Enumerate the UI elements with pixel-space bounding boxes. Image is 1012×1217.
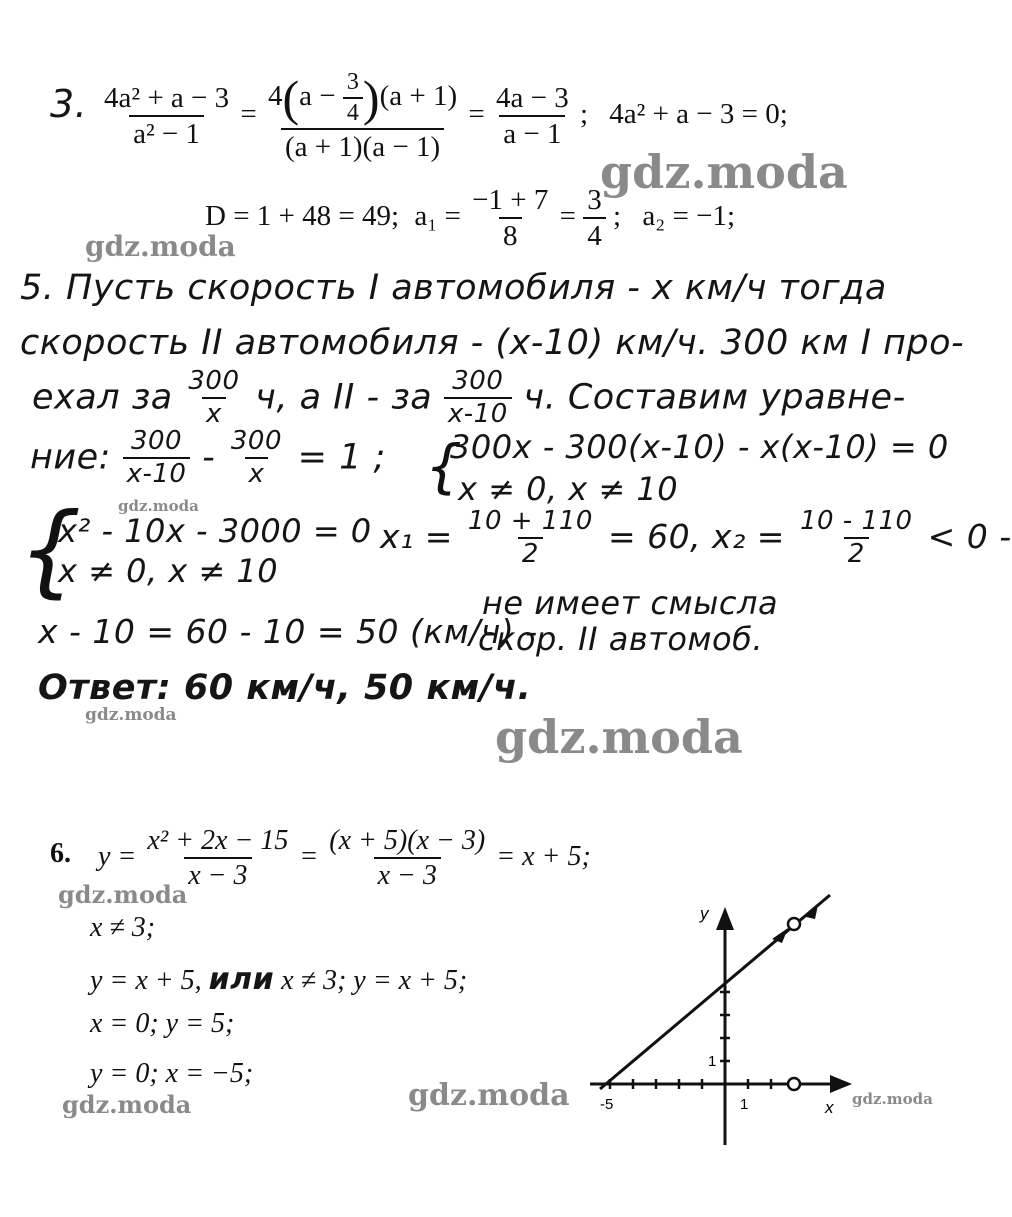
- a1-fraction: [468, 185, 552, 252]
- roots-line: [380, 508, 1012, 569]
- a1-res-num: 3: [587, 184, 602, 216]
- system2-line2: x ≠ 0, x ≠ 10: [58, 552, 279, 590]
- line-graph: [560, 895, 860, 1155]
- x2-num: 10 - 110: [799, 506, 913, 536]
- fraction-300-x-10: [444, 368, 512, 429]
- watermark-1: gdz.moda: [600, 145, 848, 199]
- watermark-2: gdz.moda: [495, 710, 743, 764]
- fraction-1: [100, 83, 233, 150]
- fraction-2-denominator: (a + 1)(a − 1): [281, 128, 444, 162]
- problem5-line4: [30, 428, 386, 489]
- roots-middle: = 60, x₂ =: [607, 516, 785, 556]
- p6-line-a: x ≠ 3;: [90, 912, 156, 943]
- y-tick-1-label: 1: [708, 1053, 717, 1070]
- a1-label: a₁ =: [414, 200, 461, 233]
- watermark-7: gdz.moda: [85, 705, 177, 725]
- a-plus-1: (a + 1): [379, 79, 458, 112]
- equation-fraction-1: [123, 428, 191, 489]
- p6-line-c: x = 0; y = 5;: [90, 1008, 235, 1039]
- eq-f2-num: 300: [230, 426, 283, 456]
- p6-f2-num: (x + 5)(x − 3): [329, 825, 486, 856]
- system2-line1: x² - 10x - 3000 = 0: [58, 512, 372, 550]
- eq-f1-den: x-10: [123, 457, 191, 488]
- fraction-2-numerator: 4(a − $\frac{3}{4}$ )(a + 1): [268, 69, 458, 127]
- system1-line1: 300x - 300(x-10) - x(x-10) = 0: [450, 428, 949, 466]
- equals-sign: =: [240, 98, 257, 131]
- problem6-number: 6.: [50, 838, 71, 869]
- line4-text-a: ние:: [30, 437, 111, 478]
- problem5-line2: скорость II автомобиля - (x-10) км/ч. 300 км I про-: [20, 323, 965, 363]
- system1-line2: x ≠ 0, x ≠ 10: [458, 470, 679, 508]
- equals-one: = 1 ;: [297, 437, 386, 478]
- excluded-point-on-line: [788, 918, 800, 930]
- system-brace-2: {: [18, 491, 82, 608]
- equation-fraction-2: [227, 428, 286, 489]
- fraction-300-x: [184, 368, 243, 429]
- p6-line-b: [90, 962, 467, 997]
- x2-den: 2: [844, 537, 869, 568]
- fraction-1-numerator: 4a² + a − 3: [104, 81, 230, 114]
- speed2-note: скор. II автомоб.: [478, 620, 764, 658]
- watermark-5: gdz.moda: [58, 880, 188, 909]
- x-axis-arrow-icon: [830, 1075, 852, 1093]
- x-axis-label: x: [825, 1098, 834, 1117]
- fraction-3-denominator: a − 1: [499, 115, 565, 149]
- x-tick-neg5-label: -5: [600, 1096, 614, 1113]
- y-axis-label: y: [700, 904, 709, 923]
- fraction-1-denominator: a² − 1: [129, 115, 204, 149]
- watermark-3: gdz.moda: [408, 1078, 570, 1113]
- eq-f1-num: 300: [130, 426, 183, 456]
- f2-den: x-10: [444, 397, 512, 428]
- watermark-9: gdz.moda: [852, 1090, 933, 1108]
- x2-fraction: [796, 508, 917, 569]
- inner-fraction: [343, 70, 363, 126]
- p6-f1-num: x² + 2x − 15: [147, 825, 289, 856]
- problem3-number: 3.: [50, 82, 88, 126]
- coef-4: 4: [268, 79, 283, 112]
- system-brace-1: {: [425, 432, 462, 500]
- roots-end: < 0 -: [927, 516, 1012, 556]
- p6-equals: =: [299, 840, 319, 872]
- fraction-3-numerator: 4a − 3: [495, 81, 569, 114]
- line3-text-b: ч, а II - за: [255, 377, 433, 418]
- watermark-4: gdz.moda: [85, 230, 236, 263]
- f1-num: 300: [188, 366, 240, 396]
- x1-num: 10 + 110: [467, 506, 593, 536]
- a-minus: a −: [299, 79, 336, 112]
- f1-den: x: [202, 397, 226, 428]
- fraction-2: [264, 70, 461, 163]
- p6-handwritten-or: или: [208, 962, 275, 997]
- y-equals: y =: [98, 840, 137, 872]
- problem5-line1: 5. Пусть скорость I автомобиля - x км/ч тогда: [20, 268, 887, 308]
- a1-res-den: 4: [583, 217, 606, 251]
- p6-line-b-2: x ≠ 3; y = x + 5;: [281, 965, 468, 996]
- semicolon: ;: [579, 98, 589, 131]
- a1-den: 8: [499, 217, 522, 251]
- x-tick-1-label: 1: [740, 1096, 749, 1113]
- p6-fraction-2: [325, 826, 489, 891]
- y-axis-arrow-icon: [716, 907, 734, 930]
- p6-f1-den: x − 3: [184, 857, 251, 890]
- minus-sign: -: [202, 437, 216, 478]
- x1-fraction: [464, 508, 597, 569]
- a1-eq: =: [559, 200, 576, 233]
- inner-den: 4: [343, 97, 363, 126]
- x1-den: 2: [518, 537, 543, 568]
- answer-line: Ответ: 60 км/ч, 50 км/ч.: [38, 668, 532, 708]
- inner-num: 3: [346, 69, 359, 95]
- line3-text-c: ч. Составим уравне-: [523, 377, 906, 418]
- watermark-6: gdz.moda: [62, 1090, 192, 1119]
- line3-text-a: ехал за: [32, 377, 173, 418]
- speed2-calc: x - 10 = 60 - 10 = 50 (км/ч) -: [38, 612, 538, 651]
- p6-line-d: y = 0; x = −5;: [90, 1058, 254, 1089]
- p6-f2-den: x − 3: [374, 857, 441, 890]
- fraction-3: [492, 83, 573, 150]
- a2-value: a₂ = −1;: [642, 200, 736, 233]
- x1-label: x₁ =: [380, 516, 453, 556]
- f2-num: 300: [452, 366, 504, 396]
- quadratic-equation: 4a² + a − 3 = 0;: [609, 98, 788, 131]
- equals-sign-2: =: [468, 98, 485, 131]
- no-sense-note: не имеет смысла: [482, 584, 779, 622]
- a1-end: ;: [613, 200, 622, 233]
- problem5-line3: [32, 368, 906, 429]
- discriminant: D = 1 + 48 = 49;: [205, 200, 400, 233]
- eq-f2-den: x: [245, 457, 269, 488]
- p6-line-b-1: y = x + 5,: [90, 965, 202, 996]
- watermark-8: gdz.moda: [118, 497, 199, 515]
- p6-result: = x + 5;: [496, 840, 591, 872]
- a1-num: −1 + 7: [472, 184, 549, 216]
- excluded-point-on-axis: [788, 1078, 800, 1090]
